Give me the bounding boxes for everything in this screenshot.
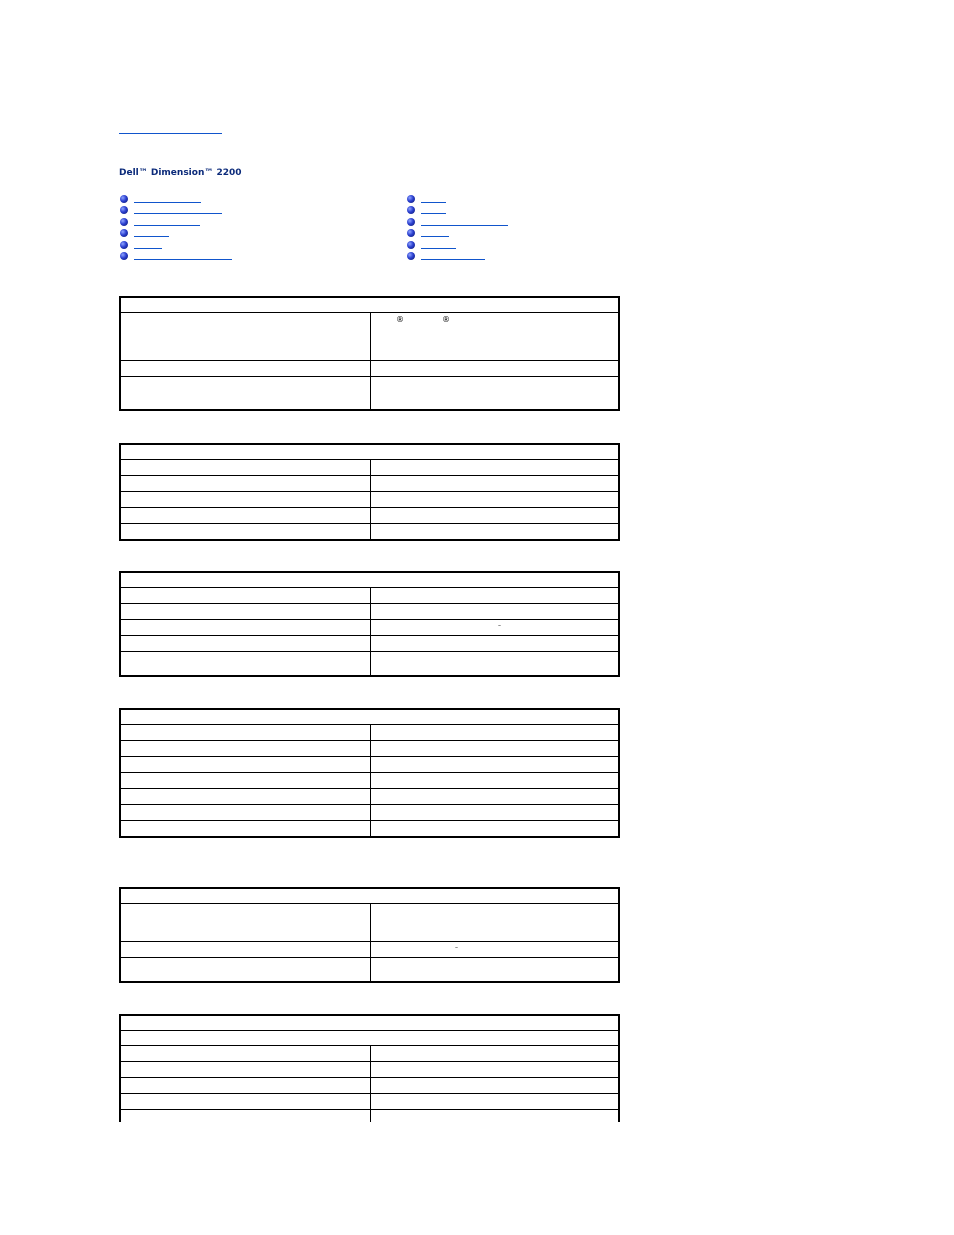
table-cell (120, 508, 371, 524)
spec-table-computer-info (119, 571, 620, 677)
table-header (120, 1015, 619, 1031)
back-to-contents-link[interactable] (119, 124, 222, 134)
dash-mark: – (455, 944, 458, 951)
table-cell (120, 757, 371, 773)
table-header (120, 888, 619, 904)
bullet-icon (407, 252, 415, 260)
table-cell (120, 942, 371, 958)
bullet-icon (120, 206, 128, 214)
table-cell (371, 313, 620, 361)
table-cell (371, 460, 620, 476)
table-cell (120, 821, 371, 838)
toc-link[interactable] (421, 217, 508, 226)
toc-link[interactable] (421, 251, 485, 260)
registered-mark: ® (396, 315, 404, 324)
bullet-icon (407, 195, 415, 203)
table-cell (371, 652, 620, 677)
table-cell (120, 789, 371, 805)
bullet-icon (407, 241, 415, 249)
table-cell (120, 620, 371, 636)
toc-link[interactable] (421, 194, 446, 203)
table-subheader (120, 1031, 619, 1046)
table-cell (371, 492, 620, 508)
bullet-icon (120, 218, 128, 226)
toc-link[interactable] (134, 251, 232, 260)
table-cell (120, 652, 371, 677)
toc-link[interactable] (134, 194, 201, 203)
page-title: Dell™ Dimension™ 2200 (119, 168, 242, 178)
table-cell (120, 492, 371, 508)
table-cell (371, 361, 620, 377)
bullet-icon (120, 252, 128, 260)
table-cell (120, 904, 371, 942)
spec-table-processor (119, 296, 620, 411)
table-cell (371, 620, 620, 636)
table-cell (120, 741, 371, 757)
table-cell (371, 821, 620, 838)
table-cell (120, 1062, 371, 1078)
bullet-icon (407, 206, 415, 214)
table-cell (371, 789, 620, 805)
table-cell (371, 958, 620, 983)
table-header (120, 709, 619, 725)
table-cell (120, 313, 371, 361)
table-cell (120, 1094, 371, 1110)
table-cell (120, 1110, 371, 1123)
table-header (120, 297, 619, 313)
table-cell (371, 476, 620, 492)
table-header (120, 444, 619, 460)
toc-link[interactable] (134, 228, 169, 237)
spec-table-memory (119, 443, 620, 541)
table-cell (371, 524, 620, 541)
bullet-icon (407, 229, 415, 237)
table-cell (371, 904, 620, 942)
bullet-icon (120, 195, 128, 203)
dash-mark: – (498, 622, 501, 629)
toc-link[interactable] (421, 228, 449, 237)
bullet-icon (407, 218, 415, 226)
table-cell (371, 508, 620, 524)
table-cell (120, 805, 371, 821)
toc-link[interactable] (421, 205, 446, 214)
table-cell (120, 524, 371, 541)
registered-mark: ® (442, 315, 450, 324)
table-cell (371, 757, 620, 773)
table-cell (371, 1094, 620, 1110)
table-cell (371, 725, 620, 741)
toc-link[interactable] (134, 240, 162, 249)
table-cell (120, 1046, 371, 1062)
table-cell (371, 773, 620, 789)
table-cell (371, 805, 620, 821)
table-cell (120, 604, 371, 620)
spec-table-drives (119, 1014, 620, 1122)
bullet-icon (120, 229, 128, 237)
spec-table-drives-clip (119, 1014, 620, 1122)
table-cell (371, 588, 620, 604)
bullet-icon (120, 241, 128, 249)
table-cell (371, 1062, 620, 1078)
table-header (120, 572, 619, 588)
toc-link[interactable] (421, 240, 456, 249)
toc-link[interactable] (134, 217, 200, 226)
table-cell (120, 1078, 371, 1094)
table-cell (120, 476, 371, 492)
table-cell (120, 588, 371, 604)
table-cell (120, 377, 371, 411)
table-cell (371, 1078, 620, 1094)
table-cell (120, 958, 371, 983)
table-cell (371, 377, 620, 411)
toc-link[interactable] (134, 205, 222, 214)
spec-table-expansion-bus (119, 708, 620, 838)
table-cell (120, 636, 371, 652)
table-cell (371, 604, 620, 620)
spec-table-video (119, 887, 620, 983)
table-cell (371, 1110, 620, 1123)
table-cell (371, 942, 620, 958)
table-cell (371, 741, 620, 757)
table-cell (120, 460, 371, 476)
table-cell (120, 773, 371, 789)
table-cell (371, 636, 620, 652)
table-cell (120, 725, 371, 741)
table-cell (120, 361, 371, 377)
table-cell (371, 1046, 620, 1062)
